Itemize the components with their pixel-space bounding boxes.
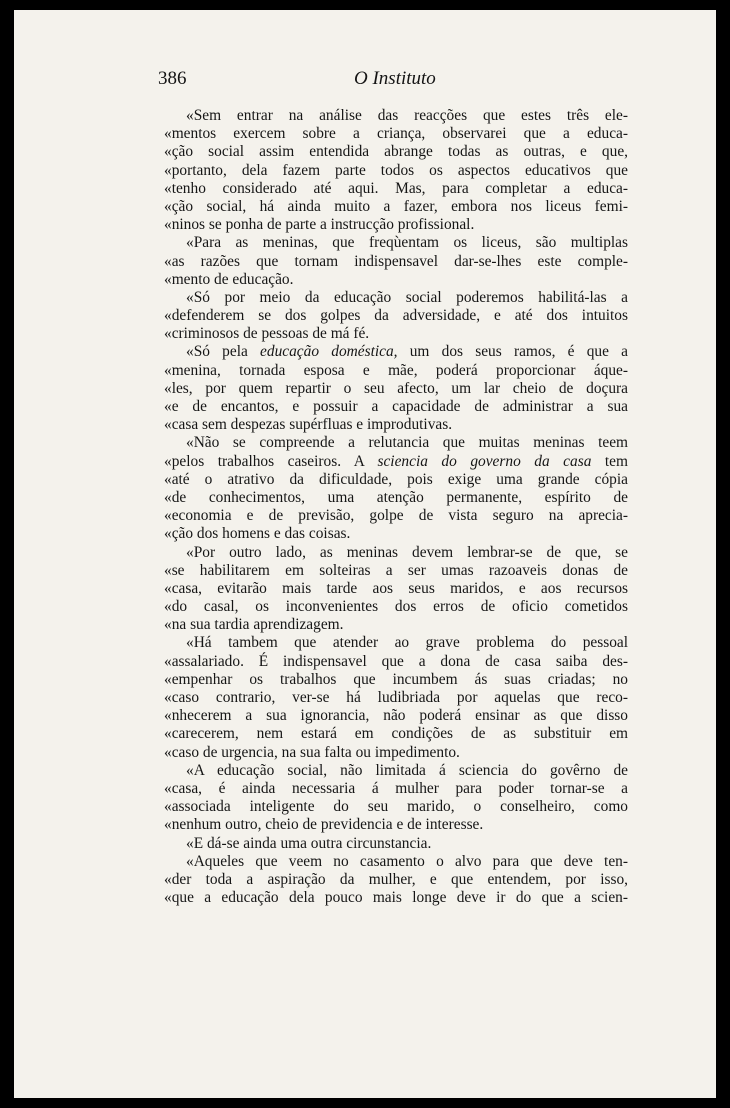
text-line: «der toda a aspiração da mulher, e que entendem, por isso, — [164, 870, 628, 888]
text-line: «E dá-se ainda uma outra circunstancia. — [186, 834, 432, 852]
text-line: «menina, tornada esposa e mãe, poderá proporcionar áque- — [164, 361, 628, 379]
text-line: «caso de urgencia, na sua falta ou impedimento. — [164, 743, 460, 761]
text-line: «casa, evitarão mais tarde aos seus maridos, e aos recursos — [164, 579, 628, 597]
italic-term: educação doméstica, — [260, 343, 398, 361]
text-line: «ção social assim entendida abrange todas as outras, e que, — [164, 143, 628, 161]
text-line: «tenho considerado até aqui. Mas, para completar a educa- — [164, 179, 628, 197]
page-number: 386 — [158, 68, 187, 89]
text-line: «Só por meio da educação social poderemos habilitá-las a — [186, 288, 628, 306]
text-line: «do casal, os inconvenientes dos erros de oficio cometidos — [164, 598, 628, 616]
text-line: «assalariado. É indispensavel que a dona de casa saiba des- — [164, 652, 628, 670]
text-line: «casa, é ainda necessaria á mulher para poder tornar-se a — [164, 779, 628, 797]
text-line: «na sua tardia aprendizagem. — [164, 616, 344, 634]
text-line: «Por outro lado, as meninas devem lembrar-se de que, se — [186, 543, 628, 561]
text-line: «les, por quem repartir o seu afecto, um lar cheio de doçura — [164, 379, 628, 397]
text-line: «caso contrario, ver-se há ludibriada por aquelas que reco- — [164, 689, 628, 706]
text-line: «ção social, há ainda muito a fazer, embora nos liceus femi- — [164, 197, 628, 215]
running-title: O Instituto — [354, 68, 436, 89]
text-line: «carecerem, nem estará em condições de as substituir em — [164, 725, 628, 743]
text-line: «de conhecimentos, uma atenção permanente, espírito de — [164, 488, 628, 506]
text-line: «A educação social, não limitada á sciencia do govêrno de — [186, 761, 628, 779]
book-page — [14, 10, 716, 1098]
text-line: «Aqueles que veem no casamento o alvo para que deve ten- — [186, 852, 628, 870]
page-header — [158, 68, 638, 98]
text-line: «se habilitarem em solteiras a ser umas razoaveis donas de — [164, 561, 628, 579]
text-line: «ção dos homens e das coisas. — [164, 525, 351, 543]
text-line: «associada inteligente do seu marido, o conselheiro, como — [164, 798, 628, 816]
text-line: «pelos trabalhos caseiros. A sciencia do governo da casa tem — [164, 452, 628, 470]
text-line: «que a educação dela pouco mais longe deve ir do que a scien- — [164, 889, 628, 907]
text-line: «Só pela educação doméstica, um dos seus ramos, é que a — [186, 343, 628, 361]
text-line: «casa sem despezas supérfluas e improdutivas. — [164, 416, 453, 434]
text-line: «mentos exercem sobre a criança, observarei que a educa- — [164, 125, 628, 143]
text-line: «defenderem se dos golpes da adversidade, e até dos intuitos — [164, 307, 628, 325]
text-line: «economia e de previsão, golpe de vista seguro na aprecia- — [164, 507, 628, 525]
text-line: «nhecerem a sua ignorancia, não poderá ensinar as que disso — [164, 707, 628, 725]
text-line: «ninos se ponha de parte a instrucção profissional. — [164, 216, 475, 234]
text-line: «Para as meninas, que freqùentam os liceus, são multiplas — [186, 234, 628, 252]
text-line: «empenhar os trabalhos que incumbem ás suas criadas; no — [164, 670, 628, 688]
text-line: «criminosos de pessoas de má fé. — [164, 325, 370, 343]
text-line: «Há tambem que atender ao grave problema do pessoal — [186, 634, 628, 652]
italic-term: sciencia do governo da casa — [377, 452, 592, 470]
text-line: «Sem entrar na análise das reacções que estes três ele- — [186, 107, 628, 124]
body-text — [164, 107, 628, 907]
text-line: «nenhum outro, cheio de previdencia e de interesse. — [164, 816, 484, 834]
text-line: «até o atrativo da dificuldade, pois exige uma grande cópia — [164, 470, 628, 488]
text-line: «as razões que tornam indispensavel dar-se-lhes este comple- — [164, 252, 628, 270]
text-line: «mento de educação. — [164, 270, 294, 288]
text-line: «e de encantos, e possuir a capacidade de administrar a sua — [164, 398, 628, 415]
text-line: «portanto, dela fazem parte todos os aspectos educativos que — [164, 161, 628, 179]
text-line: «Não se compreende a relutancia que muitas meninas teem — [186, 434, 628, 452]
